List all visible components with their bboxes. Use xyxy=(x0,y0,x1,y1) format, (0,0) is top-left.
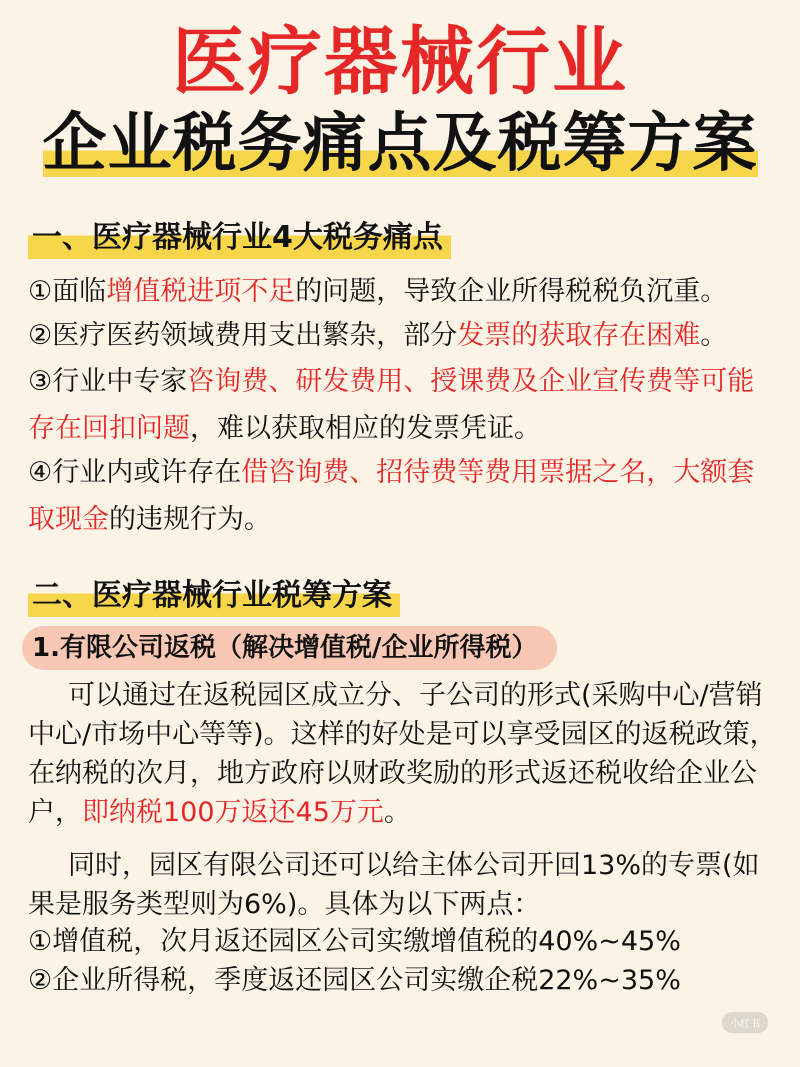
section2-heading: 二、医疗器械行业税筹方案 xyxy=(28,574,400,617)
solution-paragraph-1: 可以通过在返税园区成立分、子公司的形式(采购中心/营销中心/市场中心等等)。这样的好处是可以享受园区的返税政策，在纳税的次月，地方政府以财政奖励的形式返还税收给企业公户，即纳税100万返还45万元。 xyxy=(28,680,777,828)
watermark-logo: 小红书 xyxy=(722,1012,768,1033)
page-title-line2: 企业税务痛点及税筹方案 xyxy=(42,107,758,181)
sub-heading-pill: 1.有限公司返税（解决增值税/企业所得税） xyxy=(22,626,557,670)
section1-heading: 一、医疗器械行业4大税务痛点 xyxy=(28,216,451,259)
pain-point-4: ④行业内或许存在借咨询费、招待费等费用票据之名，大额套取现金的违规行为。 xyxy=(28,457,755,535)
solution-paragraph-2: 同时，园区有限公司还可以给主体公司开回13%的专票(如果是服务类型则为6%)。具体为以下两点： xyxy=(28,850,760,920)
solution-list-item-1: ①增值税，次月返还园区公司实缴增值税的40%~45% xyxy=(28,926,681,957)
solution-list-item-2: ②企业所得税，季度返还园区公司实缴企税22%~35% xyxy=(28,965,681,996)
pain-point-2: ②医疗医药领域费用支出繁杂，部分发票的获取存在困难。 xyxy=(28,320,728,351)
page-title-line1: 医疗器械行业 xyxy=(172,19,628,105)
pain-point-1: ①面临增值税进项不足的问题，导致企业所得税税负沉重。 xyxy=(28,276,728,307)
pain-point-3: ③行业中专家咨询费、研发费用、授课费及企业宣传费等可能存在回扣问题，难以获取相应的发票凭证。 xyxy=(28,366,755,444)
page-title-line2-wrap xyxy=(0,106,800,183)
